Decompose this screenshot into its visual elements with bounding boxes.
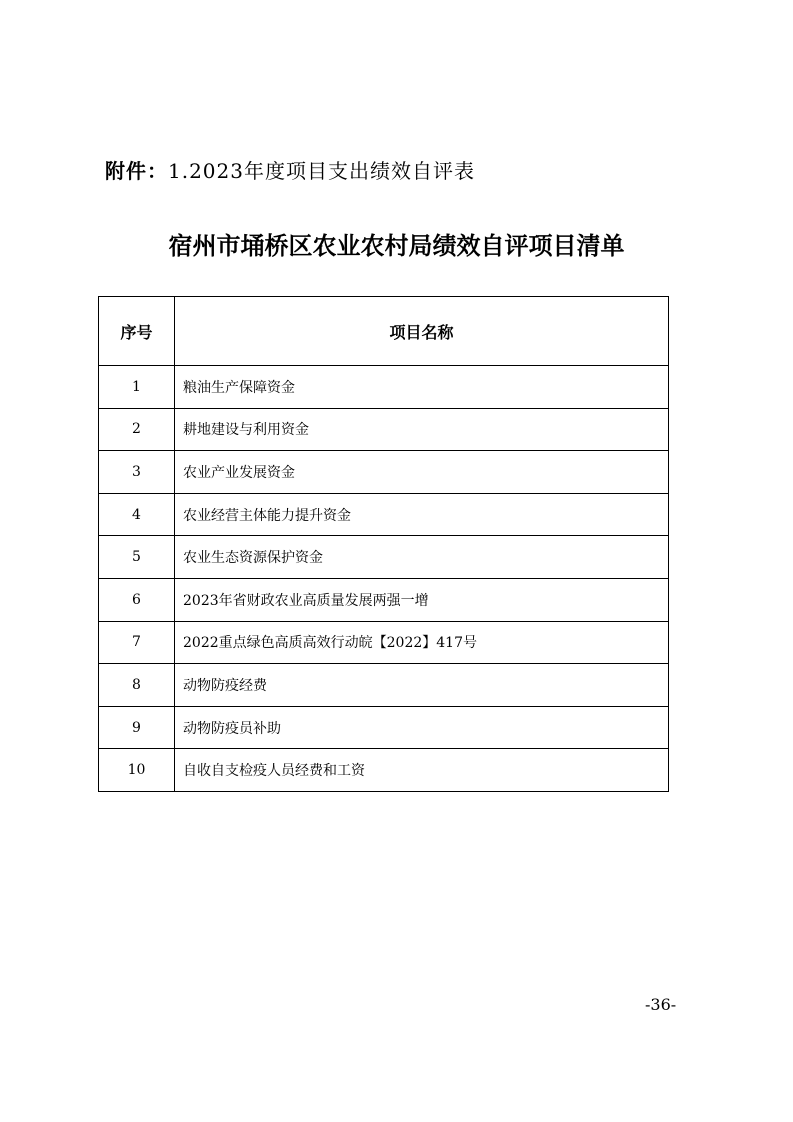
table-header-row [99, 297, 669, 366]
row-project-name: 耕地建设与利用资金 [175, 408, 669, 451]
row-serial-number: 1 [99, 366, 175, 409]
row-project-name: 2023年省财政农业高质量发展两强一增 [175, 578, 669, 621]
row-project-name: 动物防疫经费 [175, 664, 669, 707]
row-serial-number: 10 [99, 749, 175, 792]
row-project-name: 自收自支检疫人员经费和工资 [175, 749, 669, 792]
row-project-name: 农业产业发展资金 [175, 451, 669, 494]
row-project-name: 农业经营主体能力提升资金 [175, 493, 669, 536]
table-row [99, 621, 669, 664]
row-serial-number: 3 [99, 451, 175, 494]
header-project-name: 项目名称 [175, 297, 669, 366]
table-row [99, 493, 669, 536]
row-serial-number: 7 [99, 621, 175, 664]
table-row [99, 664, 669, 707]
table-row [99, 706, 669, 749]
row-project-name: 2022重点绿色高质高效行动皖【2022】417号 [175, 621, 669, 664]
row-serial-number: 8 [99, 664, 175, 707]
row-project-name: 粮油生产保障资金 [175, 366, 669, 409]
row-project-name: 农业生态资源保护资金 [175, 536, 669, 579]
row-serial-number: 6 [99, 578, 175, 621]
row-serial-number: 5 [99, 536, 175, 579]
table-row [99, 451, 669, 494]
project-list-table [98, 296, 669, 792]
table-row [99, 366, 669, 409]
table-row [99, 408, 669, 451]
page-title: 宿州市埇桥区农业农村局绩效自评项目清单 [168, 232, 625, 260]
page-number: -36- [645, 995, 677, 1014]
table-row [99, 578, 669, 621]
attachment-label: 附件： [105, 159, 168, 183]
attachment-text: 1.2023年度项目支出绩效自评表 [168, 159, 475, 183]
row-serial-number: 4 [99, 493, 175, 536]
header-serial-number: 序号 [99, 297, 175, 366]
row-serial-number: 9 [99, 706, 175, 749]
row-serial-number: 2 [99, 408, 175, 451]
table-row [99, 536, 669, 579]
attachment-line [105, 155, 475, 184]
row-project-name: 动物防疫员补助 [175, 706, 669, 749]
table-row [99, 749, 669, 792]
